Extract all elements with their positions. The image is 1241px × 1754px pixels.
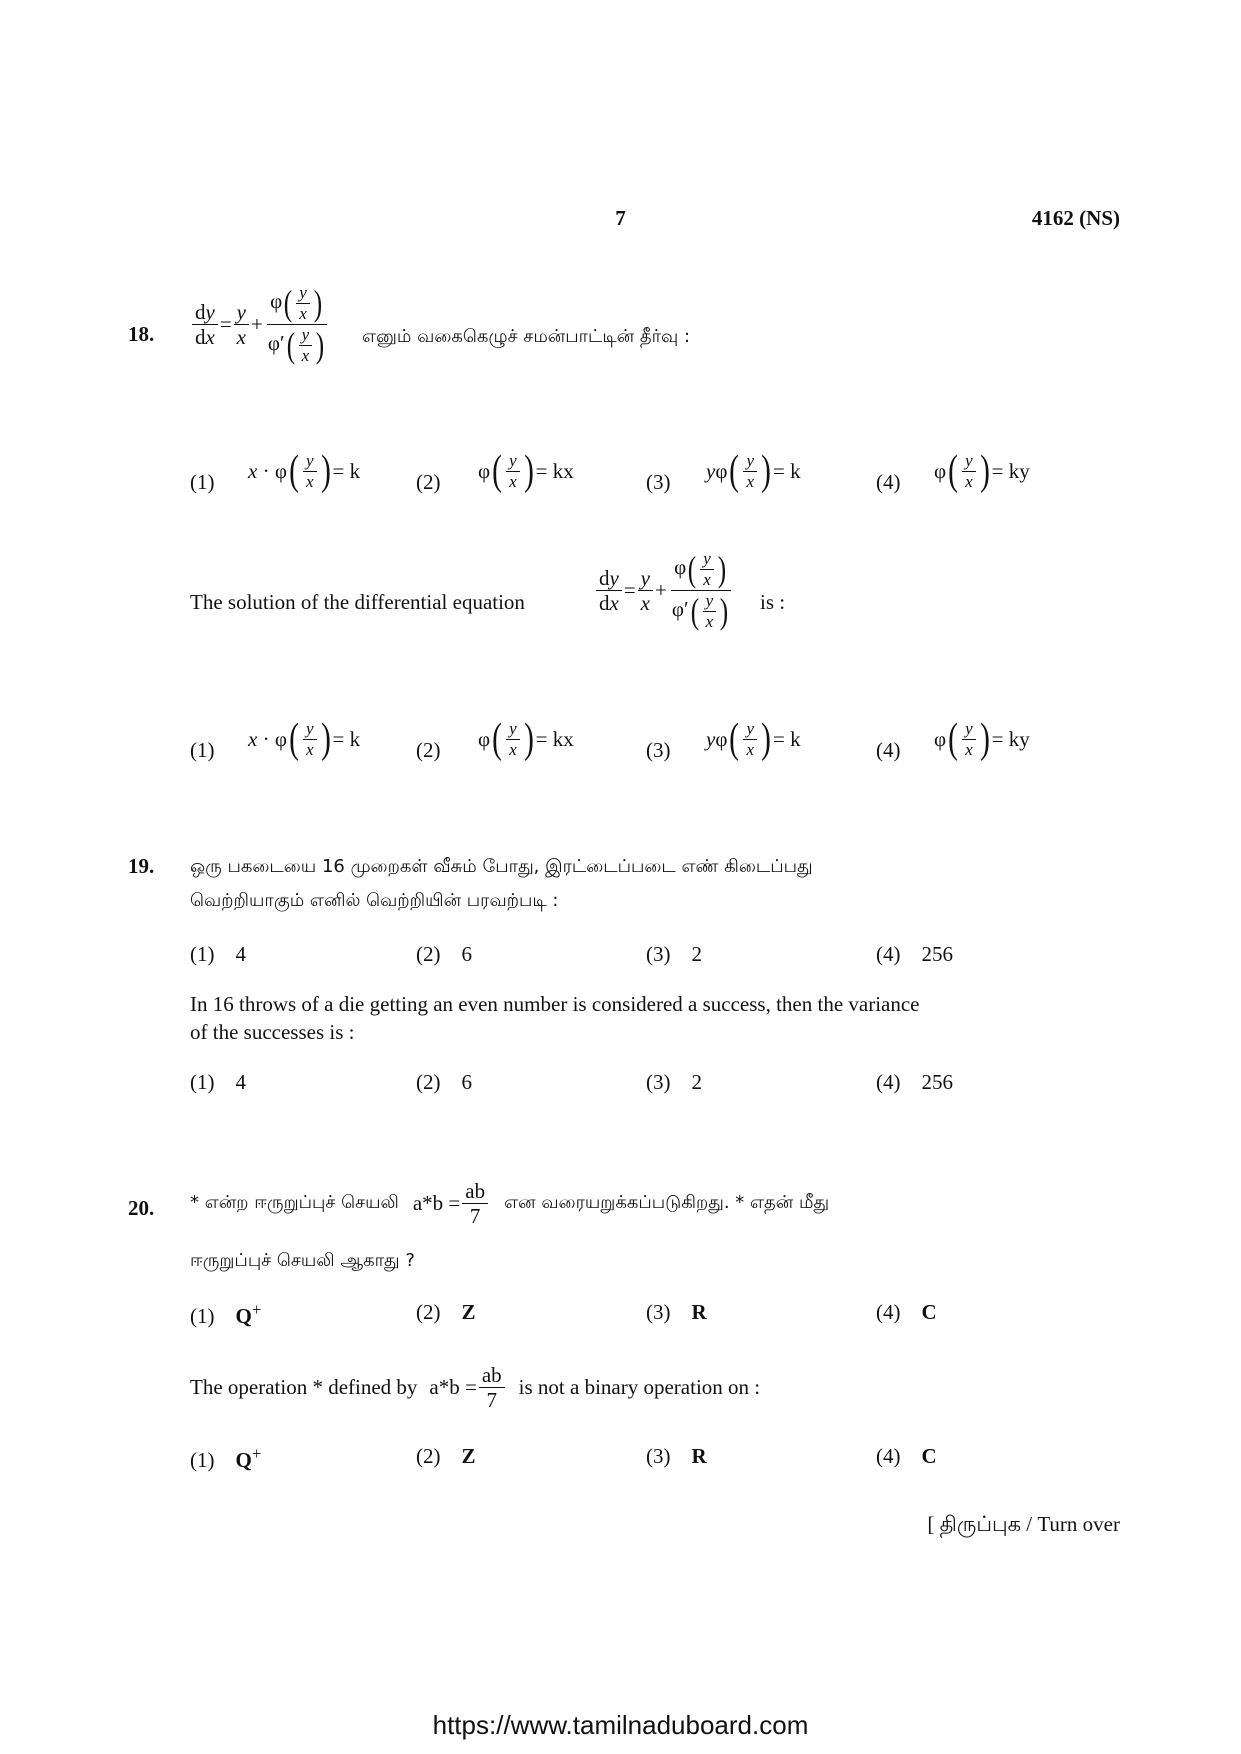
q18-en-option-3-expr: y φ ( $\frac{y}{x}$ ) = k bbox=[706, 716, 801, 762]
q18-option-4-label: (4) bbox=[876, 470, 901, 494]
q19-english-line-2: of the successes is : bbox=[190, 1020, 355, 1044]
page-number: 7 bbox=[615, 206, 626, 230]
q19-en-option-1: (1) 4 bbox=[190, 1070, 246, 1094]
q19-option-1: (1) 4 bbox=[190, 942, 246, 966]
q18-option-2-label: (2) bbox=[416, 470, 441, 494]
q18-option-2-expr: φ ( $\frac{y}{x}$ ) = kx bbox=[478, 448, 574, 494]
q19-en-option-4: (4) 256 bbox=[876, 1070, 953, 1094]
q18-option-1-label: (1) bbox=[190, 470, 215, 494]
q20-option-4: (4) C bbox=[876, 1300, 937, 1324]
q18-equation-tamil: $\frac{dy}{dx}$ = $\frac{y}{x}$ + φ ( $\frac{y}{x}$ ) φ′ ( $\frac{y}{x}$ ) bbox=[190, 284, 331, 364]
q18-en-option-4-expr: φ ( $\frac{y}{x}$ ) = ky bbox=[934, 716, 1030, 762]
question-20-number: 20. bbox=[128, 1196, 155, 1220]
question-18-number: 18. bbox=[128, 322, 155, 346]
q18-english-suffix: is : bbox=[760, 590, 786, 614]
q18-option-3-label: (3) bbox=[646, 470, 671, 494]
q20-en-option-2: (2) Z bbox=[416, 1444, 476, 1468]
q18-en-option-3-label: (3) bbox=[646, 738, 671, 762]
q18-option-1-expr: x · φ ( $\frac{y}{x}$ ) = k bbox=[248, 448, 361, 494]
q18-en-option-2-expr: φ ( $\frac{y}{x}$ ) = kx bbox=[478, 716, 574, 762]
q20-option-1: (1) Q+ bbox=[190, 1300, 262, 1328]
q18-option-4-expr: φ ( $\frac{y}{x}$ ) = ky bbox=[934, 448, 1030, 494]
website-url[interactable]: https://www.tamilnaduboard.com bbox=[432, 1710, 809, 1740]
q19-en-option-2: (2) 6 bbox=[416, 1070, 472, 1094]
q20-en-option-3: (3) R bbox=[646, 1444, 707, 1468]
q20-tamil-line-2: ஈருறுப்புச் செயலி ஆகாது ? bbox=[190, 1250, 415, 1271]
q18-en-option-1-label: (1) bbox=[190, 738, 215, 762]
q20-option-2: (2) Z bbox=[416, 1300, 476, 1324]
q18-en-option-4-label: (4) bbox=[876, 738, 901, 762]
q20-english-line: The operation * defined by a*b = $\frac{ab}{7}$ is not a binary operation on : bbox=[190, 1363, 761, 1413]
q20-en-option-4: (4) C bbox=[876, 1444, 937, 1468]
q19-option-3: (3) 2 bbox=[646, 942, 702, 966]
q18-en-option-1-expr: x · φ ( $\frac{y}{x}$ ) = k bbox=[248, 716, 361, 762]
paper-code: 4162 (NS) bbox=[1031, 206, 1120, 230]
q18-option-3-expr: y φ ( $\frac{y}{x}$ ) = k bbox=[706, 448, 801, 494]
q18-equation-english: $\frac{dy}{dx}$ = $\frac{y}{x}$ + φ ( $\frac{y}{x}$ ) φ′ ( $\frac{y}{x}$ ) bbox=[594, 550, 735, 630]
question-19-number: 19. bbox=[128, 854, 155, 878]
q18-en-option-2-label: (2) bbox=[416, 738, 441, 762]
q19-tamil-line-1: ஒரு பகடையை 16 முறைகள் வீசும் போது, இரட்டைப்படை எண் கிடைப்பது bbox=[190, 856, 813, 877]
q19-option-4: (4) 256 bbox=[876, 942, 953, 966]
q20-en-option-1: (1) Q+ bbox=[190, 1444, 262, 1472]
q18-english-text: The solution of the differential equation bbox=[190, 590, 525, 614]
q19-en-option-3: (3) 2 bbox=[646, 1070, 702, 1094]
turn-over-note: [ திருப்புக / Turn over bbox=[927, 1512, 1120, 1536]
q19-english-line-1: In 16 throws of a die getting an even number is considered a success, then the variance bbox=[190, 992, 920, 1016]
q20-option-3: (3) R bbox=[646, 1300, 707, 1324]
q19-tamil-line-2: வெற்றியாகும் எனில் வெற்றியின் பரவற்படி : bbox=[190, 890, 559, 911]
q18-tamil-text: எனும் வகைகெழுச் சமன்பாட்டின் தீர்வு : bbox=[362, 326, 691, 347]
q20-tamil-line-1: * என்ற ஈருறுப்புச் செயலி a*b = $\frac{ab}{7}$ என வரையறுக்கப்படுகிறது. * எதன் மீது bbox=[190, 1179, 830, 1229]
q19-option-2: (2) 6 bbox=[416, 942, 472, 966]
